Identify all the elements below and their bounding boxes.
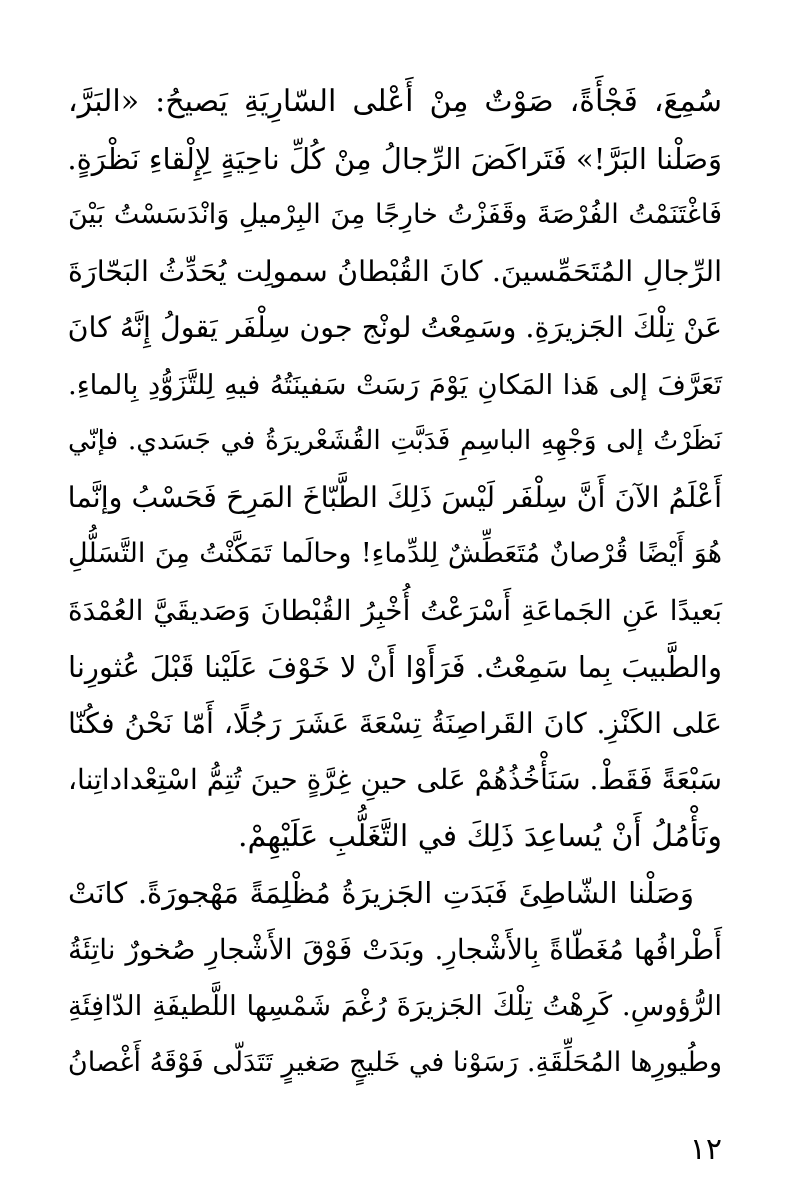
text-line: ونَأْمُلُ أَنْ يُساعِدَ ذَلِكَ في التَّغَلُّبِ عَلَيْهِمْ. [238, 818, 722, 854]
text-line: فَاغْتَنَمْتُ الفُرْصَةَ وقَفَزْتُ خارِجًا مِنَ البِرْميلِ وَانْدَسَسْتُ بَيْنَ [68, 199, 722, 230]
text-line: وَصَلْنا الشّاطِئَ فَبَدَتِ الجَزيرَةُ مُظْلِمَةً مَهْجورَةً. كانَتْ [68, 876, 694, 910]
text-line: تَعَرَّفَ إلى هَذا المَكانِ يَوْمَ رَسَتْ سَفينَتُهُ فيهِ لِلتَّزَوُّدِ بِالماءِ. [68, 368, 722, 401]
text-line: أَعْلَمُ الآنَ أَنَّ سِلْفَر لَيْسَ ذَلِكَ الطَّبّاخَ المَرِحَ فَحَسْبُ وإنَّما [67, 480, 722, 514]
text-line: الرُّؤوسِ. كَرِهْتُ تِلْكَ الجَزيرَةَ رُغْمَ شَمْسِها اللَّطيفَةِ الدّافِئَةِ [68, 990, 722, 1022]
text-line: سَبْعَةً فَقَطْ. سَنَأْخُذُهُمْ عَلى حينِ غِرَّةٍ حينَ تُتِمُّ اسْتِعْداداتِنا، [68, 763, 722, 796]
text-line: هُوَ أَيْضًا قُرْصانٌ مُتَعَطِّشٌ لِلدِّماءِ! وحالَما تَمَكَّنْتُ مِنَ التَّسَلُّلِ [68, 538, 722, 569]
text-line: وطُيورِها المُحَلِّقَةِ. رَسَوْنا في خَليجٍ صَغيرٍ تَتَدَلّى فَوْقَهُ أَغْصانُ [67, 1046, 722, 1078]
text-line: عَلى الكَنْزِ. كانَ القَراصِنَةُ تِسْعَةَ عَشَرَ رَجُلًا، أَمّا نَحْنُ فكُنّا [68, 706, 722, 740]
text-line: وَصَلْنا البَرَّ!» فَتَراكَضَ الرِّجالُ مِنْ كُلِّ ناحِيَةٍ لِإِلْقاءِ نَظْرَةٍ. [67, 141, 722, 176]
page-text [68, 74, 722, 1091]
text-line: والطَّبيبَ بِما سَمِعْتُ. فَرَأَوْا أَنْ لا خَوْفَ عَلَيْنا قَبْلَ عُثورِنا [68, 650, 722, 684]
text-line: الرِّجالِ المُتَحَمِّسينَ. كانَ القُبْطانُ سمولِت يُحَدِّثُ البَحّارَةَ [68, 254, 722, 288]
text-line: بَعيدًا عَنِ الجَماعَةِ أَسْرَعْتُ أُخْبِرُ القُبْطانَ وَصَديقَيَّ العُمْدَةَ [68, 593, 722, 627]
text-line: نَظَرْتُ إلى وَجْهِهِ الباسِمِ فَدَبَّتِ القُشَعْريرَةُ في جَسَدي. فإنّي [68, 425, 722, 456]
page-number: ١٢ [689, 1132, 722, 1167]
text-line: سُمِعَ، فَجْأَةً، صَوْتٌ مِنْ أَعْلى السّارِيَةِ يَصيحُ: «البَرَّ، [68, 84, 722, 119]
text-line: أَطْرافُها مُغَطّاةً بِالأَشْجارِ. وبَدَتْ فَوْقَ الأَشْجارِ صُخورٌ ناتِئَةُ [68, 932, 722, 966]
text-line: عَنْ تِلْكَ الجَزيرَةِ. وسَمِعْتُ لونْج جون سِلْفَر يَقولُ إِنَّهُ كانَ [67, 311, 722, 344]
